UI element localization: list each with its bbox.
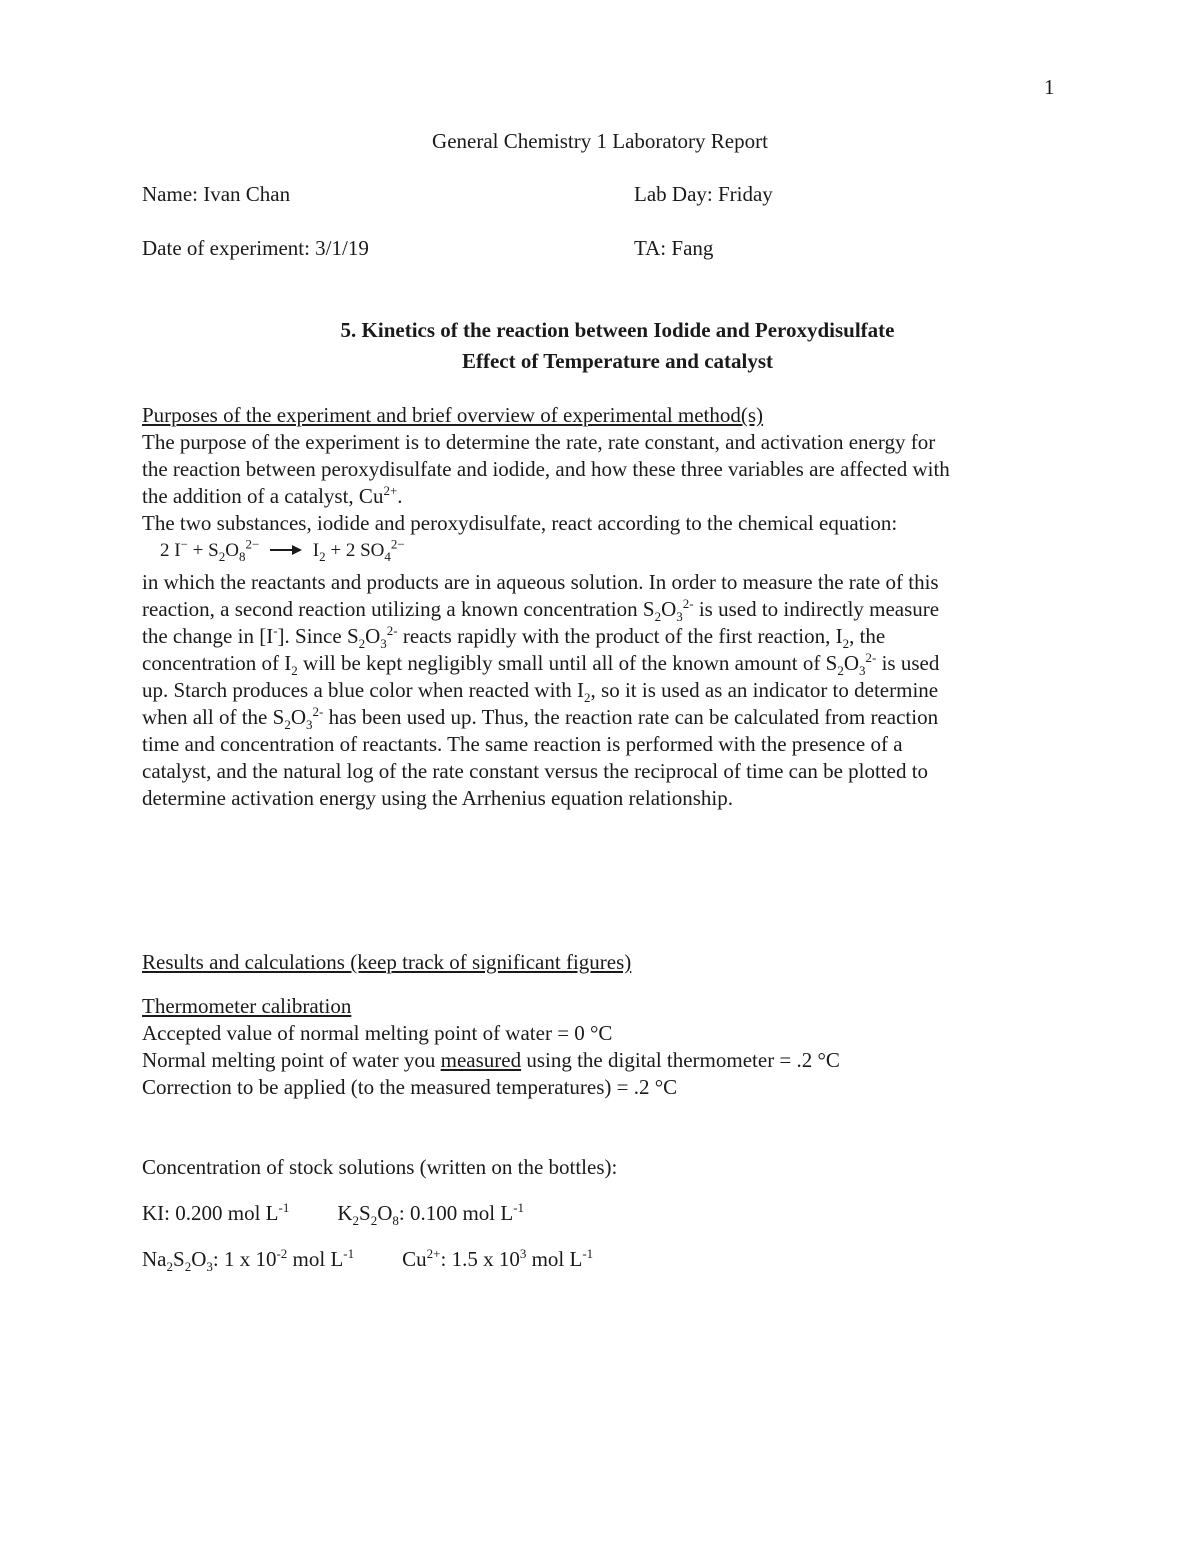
purpose-section <box>142 402 1072 537</box>
experiment-subtitle: Effect of Temperature and catalyst <box>461 349 774 373</box>
paragraph-line: determine activation energy using the Arrhenius equation relationship. <box>142 786 733 810</box>
purpose-line: The purpose of the experiment is to determine the rate, rate constant, and activation energy for <box>142 430 936 454</box>
ki-concentration: KI: 0.200 mol $L^{-1}$ <box>142 1200 290 1225</box>
report-title: General Chemistry 1 Laboratory Report <box>432 129 768 153</box>
stock-row <box>142 1246 594 1275</box>
stock-row <box>142 1200 525 1229</box>
paragraph-line: when all of the $S_2O_3^{2-}$ has been used up. Thus, the reaction rate can be calculated from reaction <box>142 704 939 733</box>
paragraph-line: reaction, a second reaction utilizing a known concentration $S_2O_3^{2-}$ is used to indirectly measure <box>142 596 940 625</box>
stock-heading: Concentration of stock solutions (written on the bottles): <box>142 1155 618 1179</box>
paragraph-line: catalyst, and the natural log of the rate constant versus the reciprocal of time can be plotted to <box>142 759 929 783</box>
reaction-arrow-icon <box>268 544 304 556</box>
k2s2o8-concentration: $K_2S_2O_8$: 0.100 mol $L^{-1}$ <box>337 1200 525 1229</box>
correction-value: Correction to be applied (to the measured temperatures) = .2 °C <box>142 1075 678 1099</box>
purpose-heading: Purposes of the experiment and brief overview of experimental method(s) <box>142 403 764 427</box>
thermometer-calibration <box>142 993 840 1101</box>
purpose-line: the reaction between peroxydisulfate and iodide, and how these three variables are affected with <box>142 457 950 481</box>
purpose-line: the addition of a catalyst, $Cu^{2+}$. <box>142 483 403 508</box>
results-heading: Results and calculations (keep track of significant figures) <box>142 950 632 974</box>
page-number: 1 <box>1044 75 1055 99</box>
paragraph-line: time and concentration of reactants. The same reaction is performed with the presence of a <box>142 732 903 756</box>
cu-concentration: $Cu^{2+}$: 1.5 x $10^3$ mol $L^{-1}$ <box>402 1246 594 1271</box>
na2s2o3-concentration: $Na_2S_2O_3$: 1 x $10^{-2}$ mol $L^{-1}$ <box>142 1246 355 1275</box>
experiment-title: 5. Kinetics of the reaction between Iodide and Peroxydisulfate <box>340 318 895 342</box>
paragraph-line: the change in [I-]. Since $S_2O_3^{2-}$ reacts rapidly with the product of the first reaction, $I_2$, the <box>142 623 886 652</box>
experiment-date: Date of experiment: 3/1/19 <box>142 236 369 260</box>
paragraph-line: concentration of $I_2$ will be kept negligibly small until all of the known amount of $S_2O_3^{2-}$ is used <box>142 650 940 679</box>
student-name: Name: Ivan Chan <box>142 182 291 206</box>
purpose-line: The two substances, iodide and peroxydisulfate, react according to the chemical equation: <box>142 511 898 535</box>
paragraph-line: up. Starch produces a blue color when reacted with $I_2$, so it is used as an indicator to determine <box>142 678 939 706</box>
ta-name: TA: Fang <box>634 236 714 260</box>
paragraph-line: in which the reactants and products are in aqueous solution. In order to measure the rate of this <box>142 570 939 594</box>
accepted-value: Accepted value of normal melting point of water = 0 °C <box>142 1021 613 1045</box>
measured-value: Normal melting point of water you measured using the digital thermometer = .2 °C <box>142 1048 840 1072</box>
method-paragraph <box>142 569 1072 812</box>
chemical-equation: 2 $I^- + S_2O_8^{2-}$ $I_2 + 2$ $SO_4^{2-}$ <box>160 536 405 564</box>
calibration-heading: Thermometer calibration <box>142 994 352 1018</box>
lab-day: Lab Day: Friday <box>634 182 773 206</box>
